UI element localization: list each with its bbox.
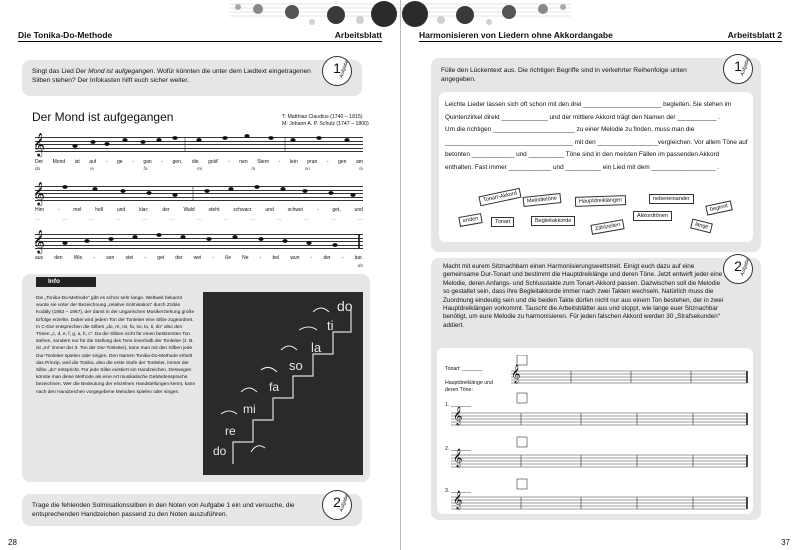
page-number: 28	[8, 538, 17, 547]
staff-line-2	[33, 181, 363, 205]
notes-decoration	[401, 0, 800, 30]
form-row-label: 2. _______	[445, 446, 471, 452]
treble-clef-icon: 𝄞	[33, 181, 45, 205]
right-page	[400, 0, 800, 550]
deco-note	[371, 1, 397, 27]
lyrics-line-2: Him - mel hell und klar; der Wald steht schwarz und schwei - get, und	[35, 207, 363, 213]
form-row-label: 3. _______	[445, 488, 471, 494]
task-number: 2	[333, 494, 341, 510]
notes	[35, 129, 363, 159]
form-tonart: Tonart: _______	[445, 366, 483, 372]
song-title: Der Mond ist aufgegangen	[32, 110, 174, 124]
task2-text: Trage die fehlenden Solmisationssilben in den Noten von Aufgabe 1 ein und versuche, die entsprechenden Handzeichen passend zu den Noten auszuführen.	[32, 502, 295, 518]
deco-note	[309, 19, 315, 25]
header-label: Arbeitsblatt 2	[727, 30, 782, 40]
chalk-syllable: la	[311, 340, 322, 355]
treble-clef-icon: 𝄞	[453, 406, 463, 425]
deco-note	[235, 4, 241, 10]
chalk-syllable: ti	[327, 318, 334, 333]
deco-note	[402, 1, 428, 27]
header-title: Die Tonika-Do-Methode	[18, 30, 113, 40]
notes	[35, 226, 363, 256]
page-header	[419, 27, 782, 40]
deco-note	[437, 16, 445, 24]
deco-note	[285, 5, 299, 19]
word-card: Zählzeiten	[590, 219, 625, 235]
staircase-drawing	[203, 292, 363, 475]
staff-line-1	[33, 132, 363, 156]
word-card: Tonart	[491, 217, 514, 227]
word-card: Begleitakkorde	[531, 216, 575, 226]
word-card: enden	[458, 213, 483, 227]
word-card: Hauptdreiklängen	[575, 195, 626, 207]
task1-badge	[322, 56, 352, 86]
chalk-syllable: do	[213, 444, 227, 458]
song-credits: T: Matthias Claudius (1740 – 1815) M: Johann A. P. Schulz (1747 – 1800)	[282, 114, 369, 127]
syllables-line-1: do re fa mi la so la	[35, 167, 363, 172]
form-row-label: 1. _______	[445, 402, 471, 408]
page-number: 37	[781, 538, 790, 547]
header-label: Arbeitsblatt	[334, 30, 382, 40]
chalkboard-image	[203, 292, 363, 475]
header-title: Harmonisieren von Liedern ohne Akkordangabe	[419, 30, 613, 40]
staff-line-3	[33, 229, 363, 253]
task1-badge	[723, 54, 753, 84]
chalk-syllable: fa	[269, 380, 280, 394]
deco-note	[502, 5, 516, 19]
header-rule	[419, 41, 782, 42]
task1-text: Fülle den Lückentext aus. Die richtigen Begriffe sind in verkehrter Reihenfolge unten angegeben.	[441, 67, 687, 83]
cloze-text: Leichte Lieder lassen sich oft schon mit den drei ______________________ begleiten. Sie stehen im Quintenzirkel direkt _____________ und der mittlere Akkord trägt den Namen der ___________ . Um die richtigen _______________________ zu einer Melodie zu finden, muss man die ____________________________________ mit den _________________vergleichen. Vor allem Töne auf betonten ____________ und __________ Töne sind in den meisten Fällen im passenden Akkord enthalten. Fast immer ____________ und __________ ein Lied mit dem __________________ .	[445, 101, 748, 171]
task-tag: Aufgabe	[338, 493, 351, 513]
deco-note	[486, 19, 492, 25]
deco-note	[456, 6, 474, 24]
chalk-syllable: do	[337, 298, 353, 314]
deco-note	[327, 6, 345, 24]
lyrics-line-1: Der Mond ist auf - ge - gan - gen, die gold' - nen Stern - lein pran - gen am	[35, 159, 363, 165]
task-number: 2	[734, 258, 742, 274]
info-label: Info	[36, 277, 96, 287]
notes-decoration	[0, 0, 400, 30]
treble-clef-icon: 𝄞	[33, 132, 45, 156]
deco-note	[253, 4, 263, 14]
word-card: beginnt	[705, 200, 733, 215]
task-tag: Aufgabe	[739, 257, 752, 277]
deco-note	[538, 4, 548, 14]
task2-badge	[322, 490, 352, 520]
chalk-syllable: so	[289, 358, 303, 373]
blank-staves	[451, 355, 751, 515]
word-card: Tonart-Akkord	[478, 188, 521, 207]
treble-clef-icon: 𝄞	[33, 229, 45, 253]
header-rule	[18, 41, 382, 42]
info-text: Die „Tonika-Do-Methode“ gibt es schon sehr lange. Weltweit bekannt wurde sie unter der Bezeichnung „relative Solmisation“ durch Zoltán Kodály (1882 – 1967), der damit in der ungarischen Musikerziehung große Erfolge erzielte. Dabei wird jedem Ton der Tonleiter eine Silbe zugeordnet. In C-Dur entsprechen die Silben „do, re, mi, fa, so, la, ti, do“ also den Tönen „c, d, e, f, g, a, h, c“. Da die Silben nicht für einen bestimmten Ton stehen, sondern nur für die Stellung des Tons innerhalb der Tonleiter (z. B. ist „mi“ immer der 3. Ton der Dur-Tonleiter), kann man mit den Silben jede Dur-Tonleiter spielen oder singen. Den Namen Tonika-Do-Methode erhielt das Prinzip, weil die Tonika, also die erste Stufe der Tonleiter, immer der Silbe „do“ entspricht. Für jede Silbe existiert ein Handzeichen. Deswegen könnte man diese Methode als eine Art musikalische Gebärdensprache bezeichnen. Wer die Bedeutung der einzelnen Handstellungen kennt, kann nach den Handzeichen vorgegebene Melodien spielen oder singen.	[36, 296, 196, 395]
chalk-syllable: re	[225, 424, 236, 438]
task-number: 1	[333, 60, 341, 76]
task-tag: Aufgabe	[338, 59, 351, 79]
word-card: Melodietöne	[523, 193, 562, 207]
word-card: lange	[690, 219, 713, 234]
syllables-blank-line-2: __ __ __ __ __ __ __ __ __ __ __ __ __	[35, 216, 363, 221]
task-tag: Aufgabe	[739, 57, 752, 77]
word-card: Akkordtönen	[633, 211, 672, 221]
chalk-syllable: mi	[243, 402, 256, 416]
task-number: 1	[734, 58, 742, 74]
lyrics-line-3: aus den Wie - sen stei - get der wei - ße Ne - bel wun - der - bar.	[35, 255, 363, 261]
treble-clef-icon: 𝄞	[453, 448, 463, 467]
deco-note	[356, 16, 364, 24]
treble-clef-icon: 𝄞	[511, 364, 521, 383]
task1-text: Singt das Lied Der Mond ist aufgegangen. Wofür könnten die unter dem Liedtext eingetragenen Silben stehen? Der Infokasten hilft euch sicher weiter.	[32, 68, 311, 84]
deco-note	[560, 4, 566, 10]
word-card: nebeneinander	[649, 194, 694, 204]
notes	[35, 178, 363, 208]
task2-badge	[723, 254, 753, 284]
form-hauptdreiklaenge: Hauptdreiklänge und deren Töne:	[445, 380, 493, 393]
task2-text: Macht mit eurem Sitznachbarn einen Harmonisierungswettstreit. Einigt euch dazu auf eine gemeinsame Dur-Tonart und bestimmt die Hauptdreiklänge und deren Töne. Jetzt entwirft jeder eine Melodie, deren Anfangs- und Schlusstakte zum Tonart-Akkord passen. Dazwischen soll die Melodie so gestaltet sein, dass ihre Begleitakkorde immer nach zwei Takten wechseln. Natürlich muss die Zuordnung eindeutig sein und die beiden Takte dürfen nicht nur aus einem Ton bestehen, der in zwei Hauptdreiklängen vorkommt. Tauscht die Arbeitsblätter aus und stoppt, wie lange euer Sitznachbar benötigt, um eure Melodie zu harmonisieren. Für jeden falschen Akkord werden 30 „Strafsekunden“ addiert.	[443, 263, 724, 329]
page-header	[18, 27, 382, 40]
treble-clef-icon: 𝄞	[453, 490, 463, 509]
syllables-line-3: do	[357, 264, 363, 269]
